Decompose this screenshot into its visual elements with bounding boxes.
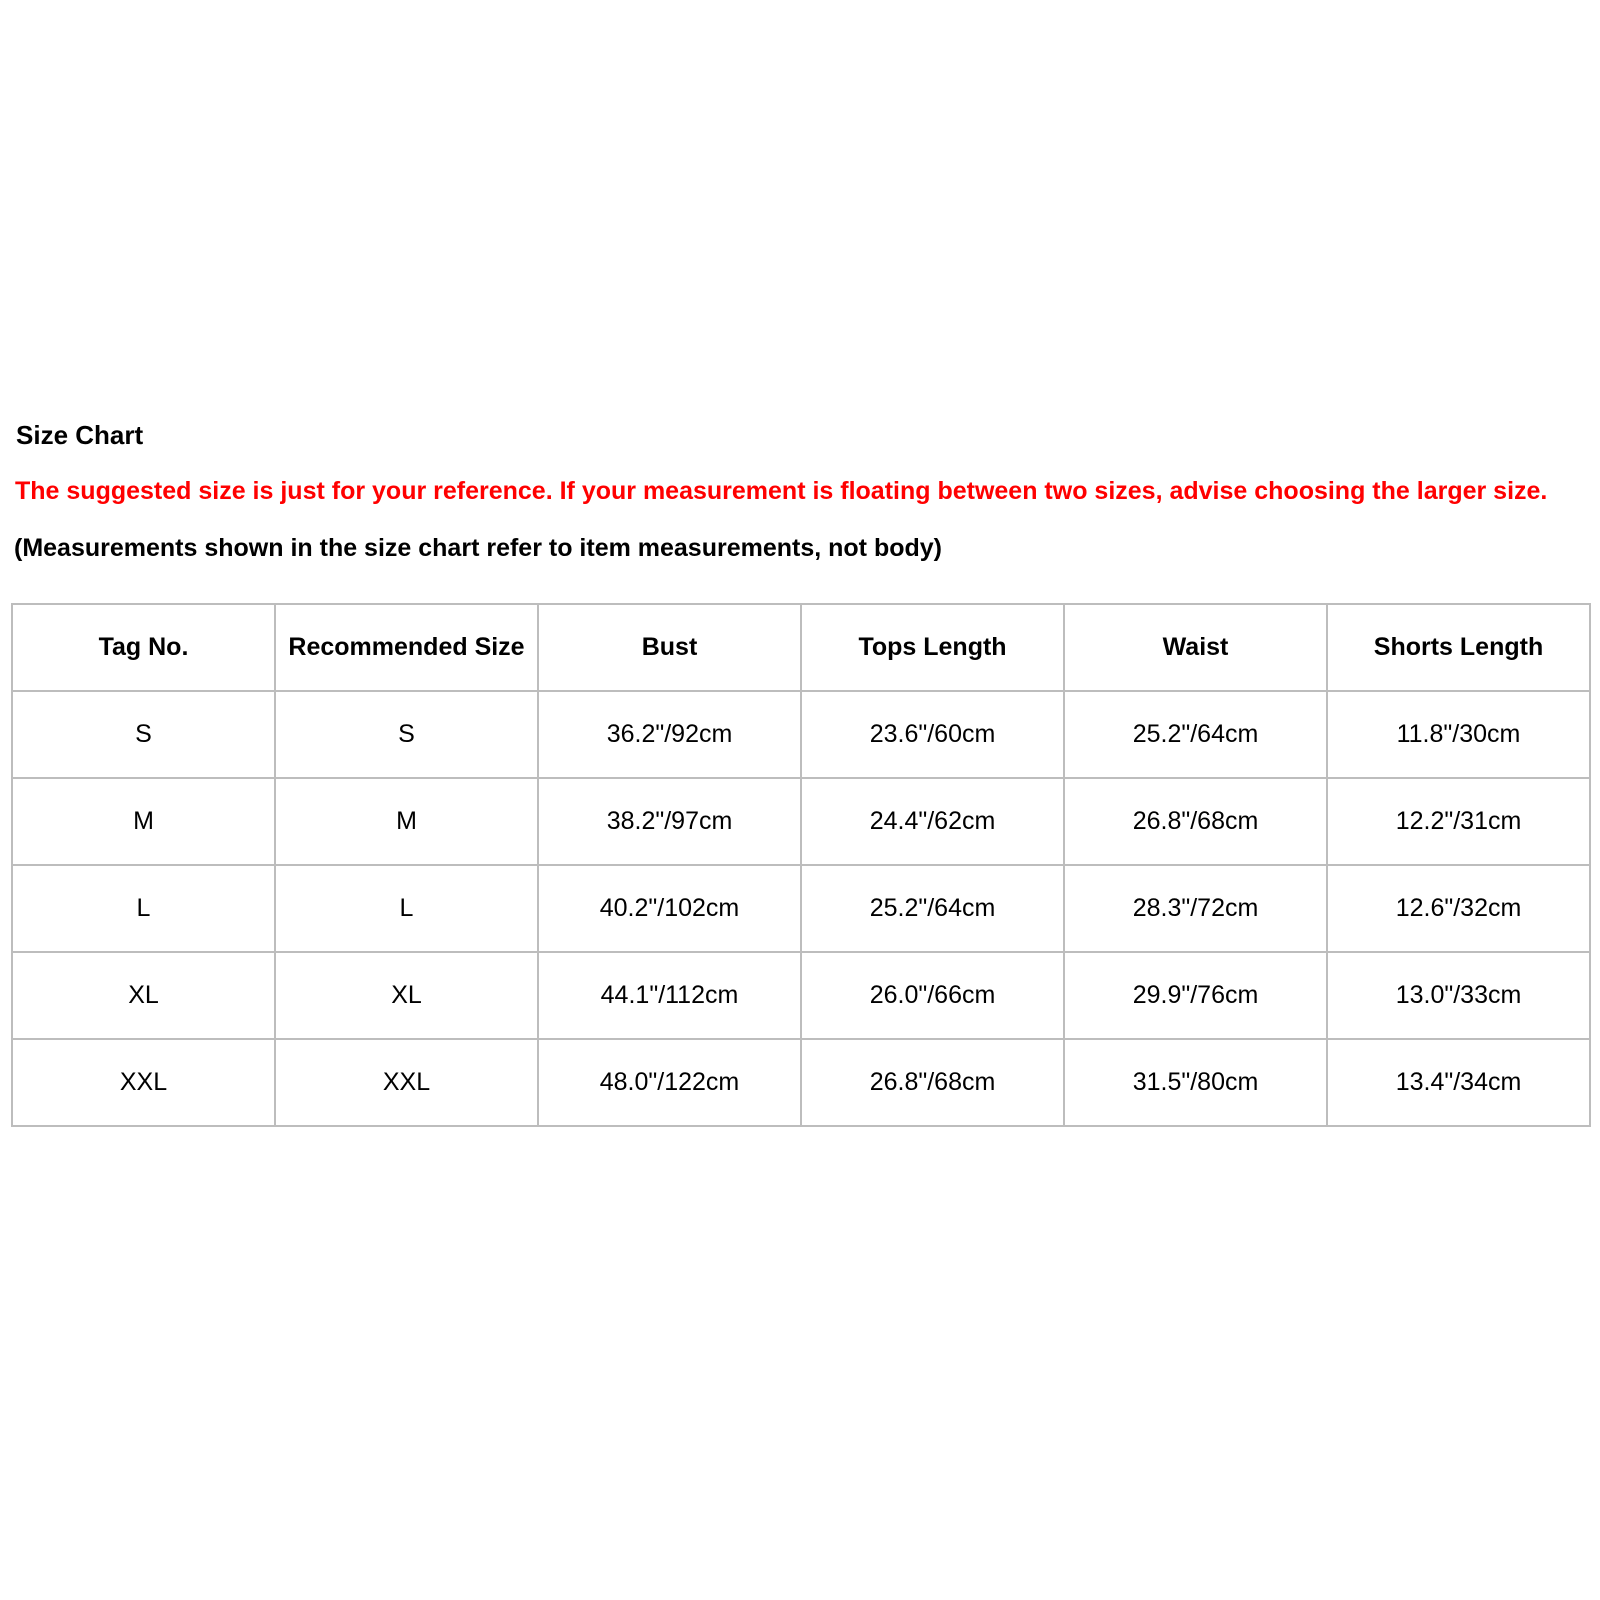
page-title: Size Chart [16,420,144,450]
cell-tops-length: 26.0"/66cm [801,952,1064,1039]
header-tops-length: Tops Length [801,604,1064,691]
table-row [12,1039,1590,1126]
cell-tag-no: S [12,691,275,778]
cell-recommended-size: XL [275,952,538,1039]
cell-bust: 36.2"/92cm [538,691,801,778]
header-waist: Waist [1064,604,1327,691]
size-chart-table [11,603,1591,1127]
cell-bust: 48.0"/122cm [538,1039,801,1126]
cell-tops-length: 23.6"/60cm [801,691,1064,778]
size-advice-notice: The suggested size is just for your reference. If your measurement is floating between two sizes, advise choosing the larger size. [15,477,1548,505]
cell-waist: 25.2"/64cm [1064,691,1327,778]
cell-recommended-size: S [275,691,538,778]
header-shorts-length: Shorts Length [1327,604,1590,691]
cell-waist: 28.3"/72cm [1064,865,1327,952]
measurement-note: (Measurements shown in the size chart refer to item measurements, not body) [14,534,942,562]
cell-tag-no: L [12,865,275,952]
cell-tops-length: 25.2"/64cm [801,865,1064,952]
cell-tops-length: 24.4"/62cm [801,778,1064,865]
table-row [12,778,1590,865]
header-tag-no: Tag No. [12,604,275,691]
cell-tag-no: XXL [12,1039,275,1126]
cell-shorts-length: 11.8"/30cm [1327,691,1590,778]
cell-waist: 26.8"/68cm [1064,778,1327,865]
cell-tag-no: M [12,778,275,865]
cell-recommended-size: L [275,865,538,952]
cell-recommended-size: XXL [275,1039,538,1126]
cell-waist: 31.5"/80cm [1064,1039,1327,1126]
cell-bust: 40.2"/102cm [538,865,801,952]
cell-waist: 29.9"/76cm [1064,952,1327,1039]
table-row [12,952,1590,1039]
header-bust: Bust [538,604,801,691]
cell-tops-length: 26.8"/68cm [801,1039,1064,1126]
table-header-row [12,604,1590,691]
cell-recommended-size: M [275,778,538,865]
cell-bust: 38.2"/97cm [538,778,801,865]
table-row [12,865,1590,952]
cell-shorts-length: 12.6"/32cm [1327,865,1590,952]
cell-tag-no: XL [12,952,275,1039]
table-row [12,691,1590,778]
cell-bust: 44.1"/112cm [538,952,801,1039]
cell-shorts-length: 12.2"/31cm [1327,778,1590,865]
header-recommended-size: Recommended Size [275,604,538,691]
cell-shorts-length: 13.4"/34cm [1327,1039,1590,1126]
cell-shorts-length: 13.0"/33cm [1327,952,1590,1039]
